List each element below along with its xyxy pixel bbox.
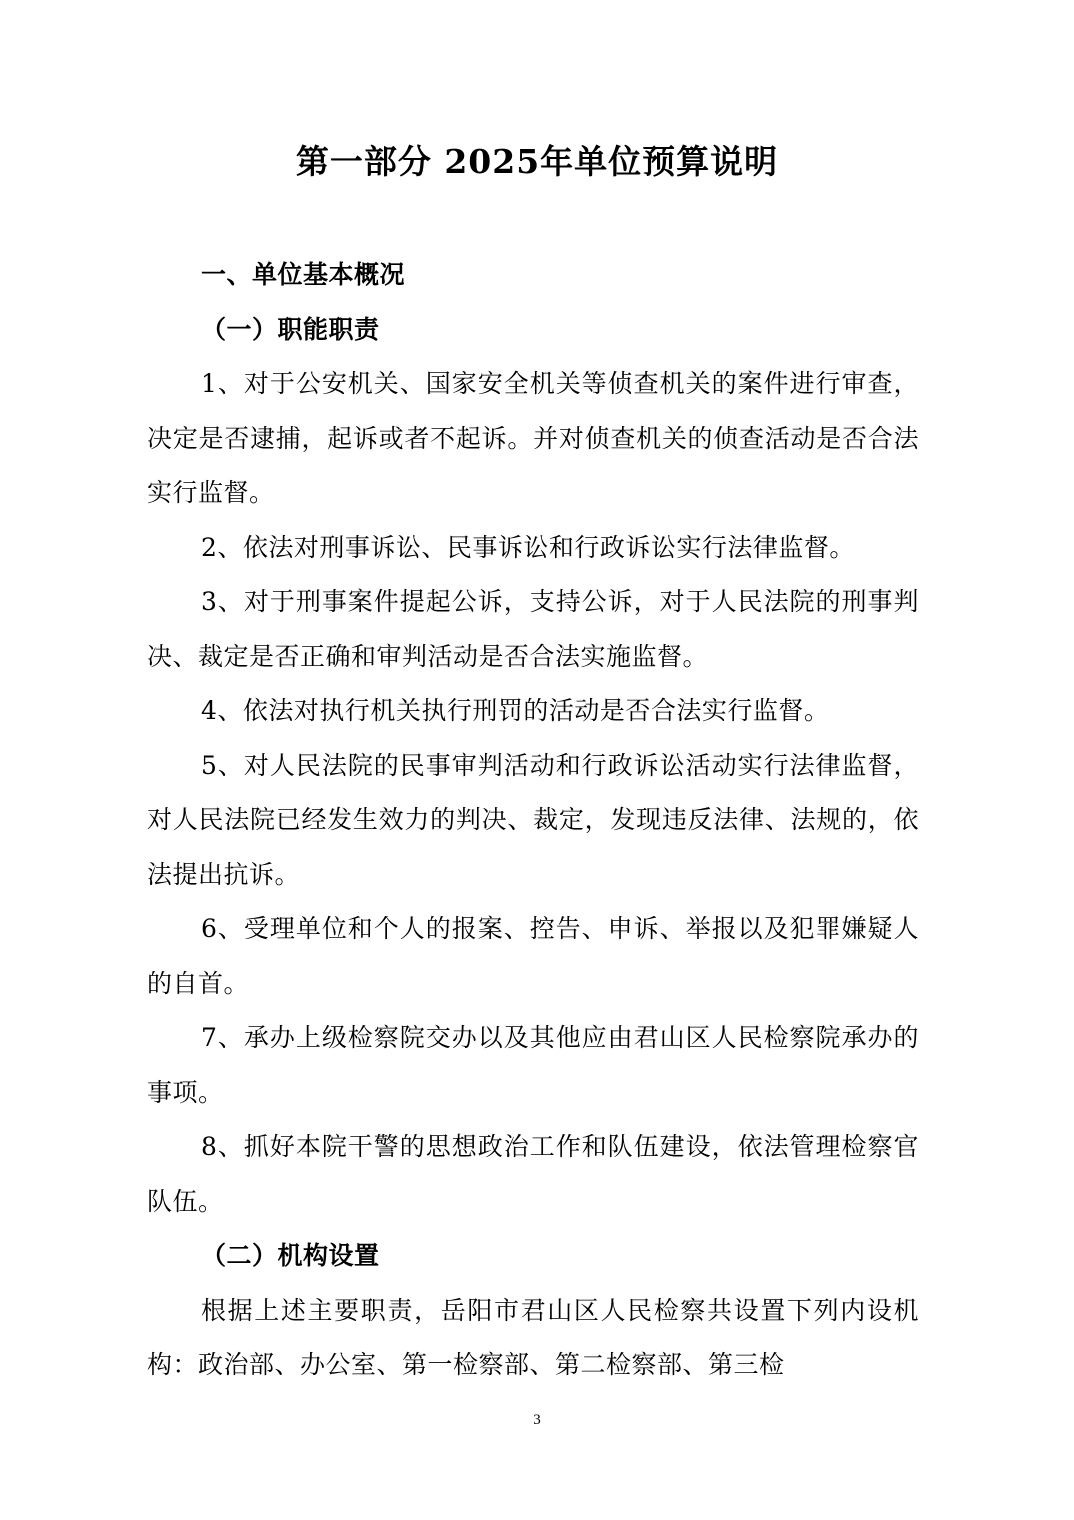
duty-paragraph-3: 3、对于刑事案件提起公诉，支持公诉，对于人民法院的刑事判决、裁定是否正确和审判活动是否合法实施监督。 [147, 587, 919, 671]
page-number: 3 [533, 1412, 541, 1428]
document-title: 第一部分 2025年单位预算说明 [295, 142, 779, 181]
duty-paragraph-8: 8、抓好本院干警的思想政治工作和队伍建设，依法管理检察官队伍。 [147, 1132, 919, 1216]
duty-paragraph-7: 7、承办上级检察院交办以及其他应由君山区人民检察院承办的事项。 [147, 1023, 919, 1107]
duty-paragraph-2: 2、依法对刑事诉讼、民事诉讼和行政诉讼实行法律监督。 [201, 532, 855, 562]
duty-paragraph-6: 6、受理单位和个人的报案、控告、申诉、举报以及犯罪嫌疑人的自首。 [147, 914, 919, 998]
duty-paragraph-5: 5、对人民法院的民事审判活动和行政诉讼活动实行法律监督，对人民法院已经发生效力的判决、裁定，发现违反法律、法规的，依法提出抗诉。 [147, 750, 919, 889]
subsection-heading-duties: （一）职能职责 [201, 314, 380, 344]
subsection-heading-organization: （二）机构设置 [201, 1241, 380, 1270]
section-heading-basic-overview: 一、单位基本概况 [201, 260, 406, 289]
organization-paragraph: 根据上述主要职责，岳阳市君山区人民检察共设置下列内设机构：政治部、办公室、第一检察部、第二检察部、第三检 [147, 1295, 919, 1379]
document-body [147, 248, 919, 1393]
duty-paragraph-1: 1、对于公安机关、国家安全机关等侦查机关的案件进行审查，决定是否逮捕，起诉或者不起诉。并对侦查机关的侦查活动是否合法实行监督。 [147, 369, 919, 507]
duty-paragraph-4: 4、依法对执行机关执行刑罚的活动是否合法实行监督。 [201, 696, 830, 725]
